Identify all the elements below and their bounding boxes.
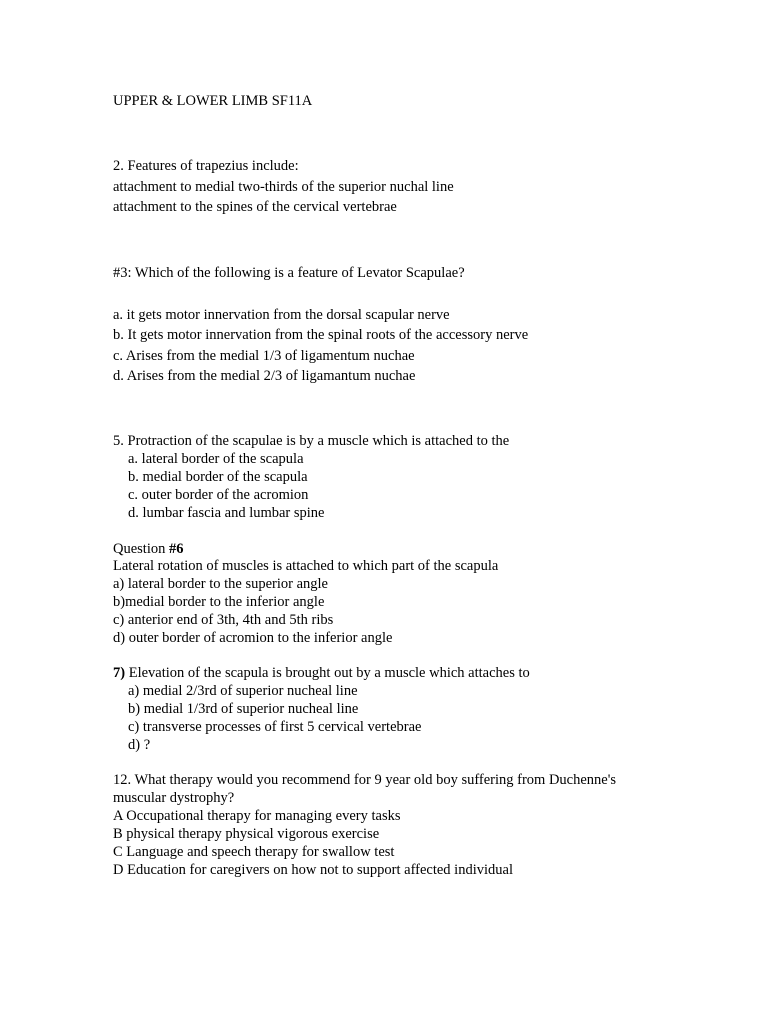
q2-line: attachment to the spines of the cervical vertebrae bbox=[113, 199, 397, 215]
q12-option: B physical therapy physical vigorous exercise bbox=[113, 826, 380, 842]
q7-stem-line bbox=[113, 664, 530, 682]
q7-option: b) medial 1/3rd of superior nucheal line bbox=[128, 701, 359, 717]
q6-label: Question bbox=[113, 541, 169, 557]
q12-option: C Language and speech therapy for swallow test bbox=[113, 844, 395, 860]
q12-stem: 12. What therapy would you recommend for 9 year old boy suffering from Duchenne's bbox=[113, 772, 616, 788]
q6-stem: Lateral rotation of muscles is attached to which part of the scapula bbox=[113, 558, 499, 574]
q5-stem: 5. Protraction of the scapulae is by a muscle which is attached to the bbox=[113, 433, 510, 449]
q7-option: d) ? bbox=[128, 737, 151, 753]
document-title: UPPER & LOWER LIMB SF11A bbox=[113, 93, 313, 109]
q12-option: A Occupational therapy for managing every tasks bbox=[113, 808, 401, 824]
q5-option: c. outer border of the acromion bbox=[128, 487, 309, 503]
q3-stem: #3: Which of the following is a feature of Levator Scapulae? bbox=[113, 265, 465, 281]
q3-option: b. It gets motor innervation from the spinal roots of the accessory nerve bbox=[113, 327, 529, 343]
q6-heading bbox=[113, 540, 183, 558]
q6-option: a) lateral border to the superior angle bbox=[113, 576, 328, 592]
q7-stem: Elevation of the scapula is brought out by a muscle which attaches to bbox=[125, 665, 530, 681]
q3-option: c. Arises from the medial 1/3 of ligamentum nuchae bbox=[113, 348, 415, 364]
q2-line: attachment to medial two-thirds of the superior nuchal line bbox=[113, 179, 454, 195]
q5-option: a. lateral border of the scapula bbox=[128, 451, 304, 467]
q7-option: c) transverse processes of first 5 cervical vertebrae bbox=[128, 719, 422, 735]
q2-stem: 2. Features of trapezius include: bbox=[113, 158, 299, 174]
q5-option: b. medial border of the scapula bbox=[128, 469, 308, 485]
q3-option: a. it gets motor innervation from the dorsal scapular nerve bbox=[113, 307, 450, 323]
q7-option: a) medial 2/3rd of superior nucheal line bbox=[128, 683, 358, 699]
q7-number: 7) bbox=[113, 665, 126, 681]
q6-option: d) outer border of acromion to the inferior angle bbox=[113, 630, 393, 646]
q3-option: d. Arises from the medial 2/3 of ligamantum nuchae bbox=[113, 368, 416, 384]
q12-stem: muscular dystrophy? bbox=[113, 790, 235, 806]
q6-number: #6 bbox=[168, 541, 184, 557]
q5-option: d. lumbar fascia and lumbar spine bbox=[128, 505, 325, 521]
q6-option: b)medial border to the inferior angle bbox=[113, 594, 325, 610]
q6-option: c) anterior end of 3th, 4th and 5th ribs bbox=[113, 612, 334, 628]
q12-option: D Education for caregivers on how not to support affected individual bbox=[113, 862, 513, 878]
